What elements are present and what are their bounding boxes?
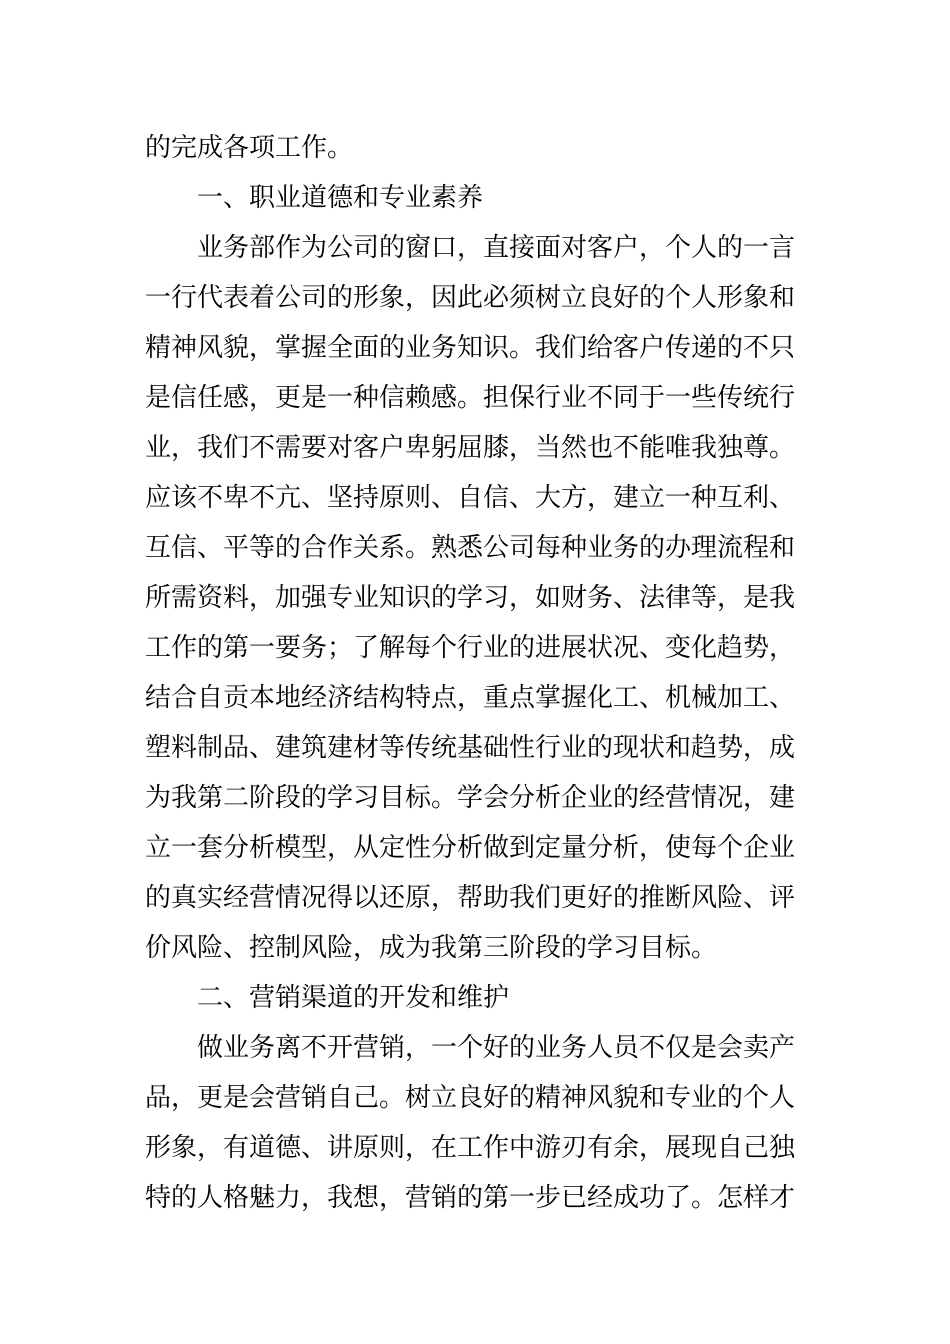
paragraph-line: 所需资料，加强专业知识的学习，如财务、法律等，是我 [145,583,796,613]
paragraph-line: 业务部作为公司的窗口，直接面对客户，个人的一言 [197,233,796,263]
paragraph-line: 业，我们不需要对客户卑躬屈膝，当然也不能唯我独尊。 [145,433,796,463]
section-heading-2: 二、营销渠道的开发和维护 [197,983,510,1013]
paragraph-line: 特的人格魅力，我想，营销的第一步已经成功了。怎样才 [145,1183,796,1213]
paragraph-line: 立一套分析模型，从定性分析做到定量分析，使每个企业 [145,833,796,863]
paragraph-line: 一行代表着公司的形象，因此必须树立良好的个人形象和 [145,283,796,313]
paragraph-line: 做业务离不开营销，一个好的业务人员不仅是会卖产 [197,1033,796,1063]
text-line: 的完成各项工作。 [145,133,354,163]
paragraph-line: 品，更是会营销自己。树立良好的精神风貌和专业的个人 [145,1083,796,1113]
paragraph-line: 精神风貌，掌握全面的业务知识。我们给客户传递的不只 [145,333,796,363]
paragraph-line: 的真实经营情况得以还原，帮助我们更好的推断风险、评 [145,883,796,913]
paragraph-line: 塑料制品、建筑建材等传统基础性行业的现状和趋势，成 [145,733,796,763]
paragraph-line: 互信、平等的合作关系。熟悉公司每种业务的办理流程和 [145,533,796,563]
paragraph-line: 价风险、控制风险，成为我第三阶段的学习目标。 [145,933,718,963]
paragraph-line: 是信任感，更是一种信赖感。担保行业不同于一些传统行 [145,383,796,413]
paragraph-line: 工作的第一要务；了解每个行业的进展状况、变化趋势， [145,633,796,663]
paragraph-line: 应该不卑不亢、坚持原则、自信、大方，建立一种互利、 [145,483,796,513]
paragraph-line: 为我第二阶段的学习目标。学会分析企业的经营情况，建 [145,783,796,813]
paragraph-line: 结合自贡本地经济结构特点，重点掌握化工、机械加工、 [145,683,796,713]
paragraph-line: 形象，有道德、讲原则，在工作中游刃有余，展现自己独 [145,1133,796,1163]
section-heading-1: 一、职业道德和专业素养 [197,183,484,213]
